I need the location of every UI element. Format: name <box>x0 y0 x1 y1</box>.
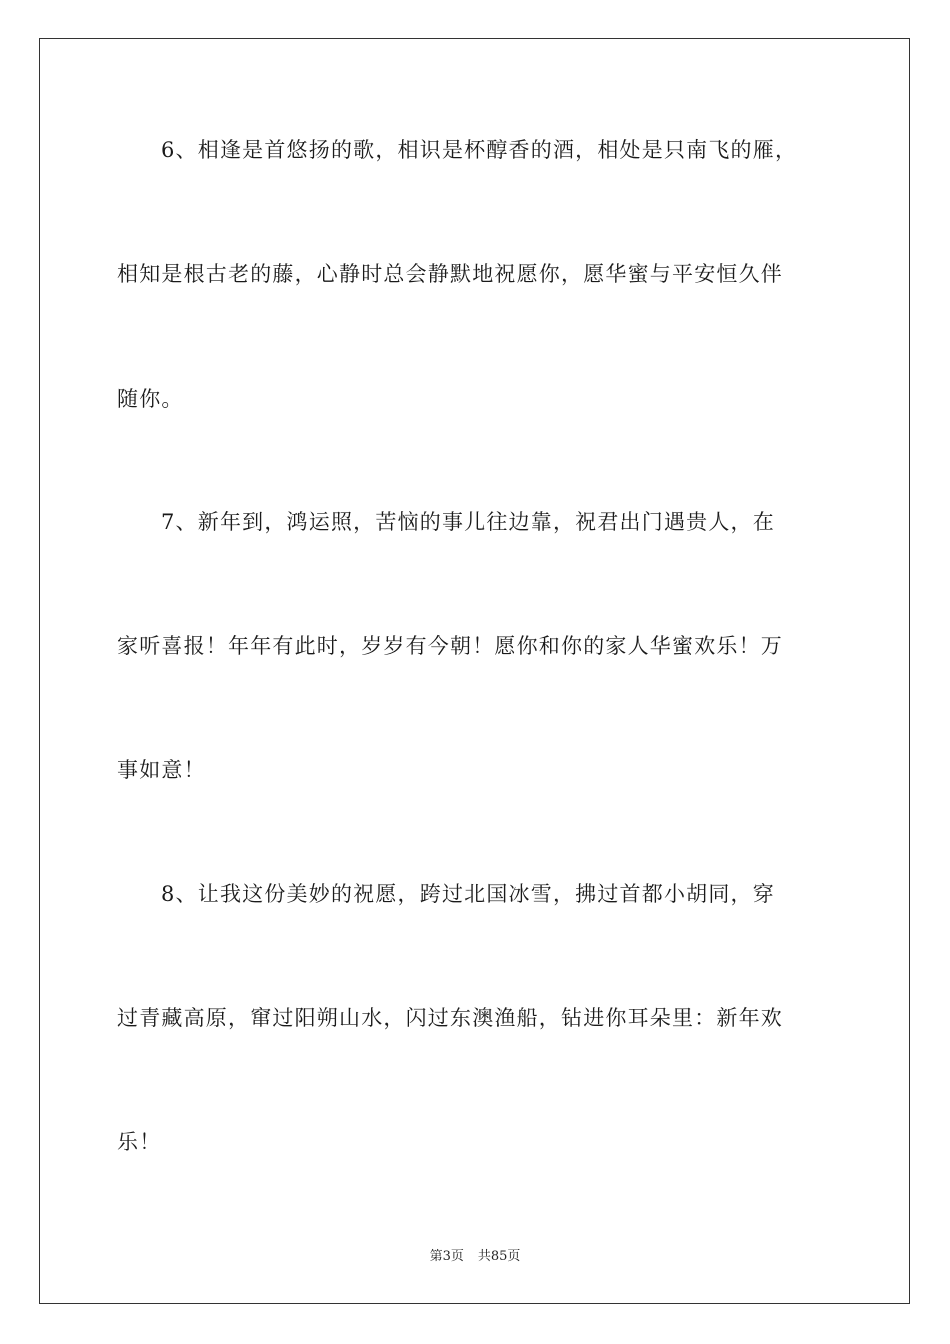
paragraph-8-line-2: 过青藏高原，窜过阳朔山水，闪过东澳渔船，钻进你耳朵里：新年欢 <box>117 1006 783 1030</box>
paragraph-7-line-2: 家听喜报！年年有此时，岁岁有今朝！愿你和你的家人华蜜欢乐！万 <box>117 634 783 658</box>
paragraph-8-line-3: 乐！ <box>117 1130 162 1154</box>
paragraph-7-line-1: 7、新年到，鸿运照，苦恼的事儿往边靠，祝君出门遇贵人，在 <box>161 510 775 534</box>
paragraph-6-line-3: 随你。 <box>117 387 184 411</box>
page-number: 第3页 <box>429 1249 464 1264</box>
paragraph-6-line-2: 相知是根古老的藤，心静时总会静默地祝愿你，愿华蜜与平安恒久伴 <box>117 262 783 286</box>
paragraph-7-line-3: 事如意！ <box>117 758 206 782</box>
page-border <box>39 38 910 1304</box>
page-total: 共85页 <box>477 1249 521 1264</box>
paragraph-6-line-1: 6、相逢是首悠扬的歌，相识是杯醇香的酒，相处是只南飞的雁， <box>161 138 798 162</box>
page-footer <box>0 1248 950 1266</box>
paragraph-8-line-1: 8、让我这份美妙的祝愿，跨过北国冰雪，拂过首都小胡同，穿 <box>161 882 775 906</box>
